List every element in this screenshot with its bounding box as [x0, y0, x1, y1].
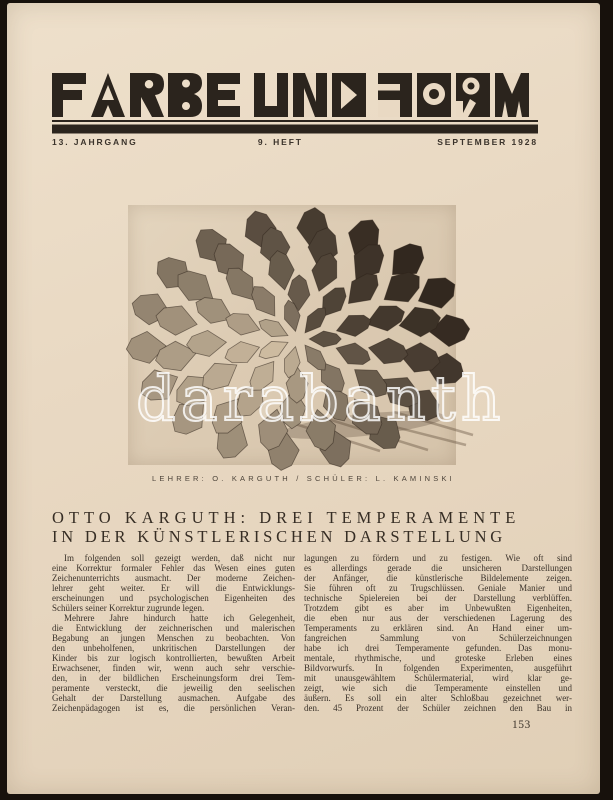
body-text-line: Schülers seiner Korrektur zugrunde legen.: [52, 603, 205, 613]
issue-number: 9. HEFT: [257, 137, 303, 147]
pinecone-illustration: [128, 205, 456, 465]
body-text-line: Gehalt der Darstellung ausmachen. Aufgabe des: [52, 693, 295, 703]
body-text-line: zeigt, wie sich die Temperamente einstellen und: [304, 683, 572, 693]
body-text-line: die eben nur aus der verschiedenen Lagerung des: [304, 613, 572, 623]
body-text-line: mit unausgewähltem Schülermaterial, wird klar ge-: [304, 673, 572, 683]
article-title-line2: IN DER KÜNSTLERISCHEN DARSTELLUNG: [52, 527, 507, 546]
body-column-right: [304, 553, 572, 713]
body-text-line: mentale, rhythmische, und groteske Erleben eines: [304, 653, 572, 663]
body-text-line: die Entwicklung der zeichnerischen und malerischen: [52, 623, 295, 633]
body-text-line: lehrer geht weiter. Er will die Entwicklungs-: [52, 583, 295, 593]
article-title: [52, 508, 578, 546]
figure-plate: [128, 205, 506, 465]
body-text-line: Bildvorwurfs. In folgenden Experimenten, ausgeführt: [304, 663, 572, 673]
body-text-line: Sie führen oft zu Trugschlüssen. Geniale Manier und: [304, 583, 572, 593]
body-text-line: Im folgenden soll gezeigt werden, daß nicht nur: [64, 553, 295, 563]
body-text-line: erscheinungen und psychologischen Eigenheiten des: [52, 593, 295, 603]
masthead-thin-rule: [52, 120, 538, 122]
body-text-line: Kinder bis zur logisch kontrollierten, bewußten Arbeit: [52, 653, 295, 663]
body-text-line: Erwachsener, finden wir, wenn auch sehr verschie-: [52, 663, 295, 673]
body-text-line: Temperaments zu erklären sind. An Hand einer um-: [304, 623, 572, 633]
masthead: [52, 73, 538, 147]
body-text-line: den unbeholfenen, unkritischen Darstellungen der: [52, 643, 295, 653]
body-text-line: den, in der bildlichen Erscheinungsform drei Tem-: [52, 673, 295, 683]
figure-caption: LEHRER: O. KARGUTH / SCHÜLER: L. KAMINSKI: [152, 474, 455, 483]
body-text-line: Trotzdem gibt es aber im Unbewußten Eigenheiten,: [304, 603, 572, 613]
watermark-text: darabanth: [136, 362, 506, 435]
body-text-line: äußern. Es soll ein alter Schloßbau gezeichnet wer-: [304, 693, 572, 703]
body-text-line: der Anfänger, die künstlerische Bildelemente zeigen.: [304, 573, 572, 583]
body-text-line: Begabung an jungen Menschen zu beobachten. Von: [52, 633, 295, 643]
masthead-bar: [52, 125, 538, 134]
body-column-left: [52, 553, 295, 713]
body-text-line: habe ich drei Temperamente gefunden. Das monu-: [304, 643, 572, 653]
article-title-line1: OTTO KARGUTH: DREI TEMPERAMENTE: [52, 508, 521, 527]
issue-volume: 13. JAHRGANG: [52, 137, 138, 147]
page-number: 153: [512, 719, 531, 731]
body-text-line: den. 45 Prozent der Schüler zeichnen den Bau in: [304, 703, 572, 713]
body-text-line: lagungen zu fördern und zu festigen. Wie oft sind: [304, 553, 572, 563]
body-text-line: technische Spielereien bei der Darstellung verblüffen.: [304, 593, 572, 603]
body-text-line: es allerdings gerade die unsicheren Darstellungen: [304, 563, 572, 573]
body-text-line: fangreichen Sammlung von Schülerzeichnungen: [304, 633, 572, 643]
issue-date: SEPTEMBER 1928: [437, 137, 538, 147]
issue-row: [52, 137, 538, 147]
body-text-line: Zeichenpädagogen ist es, die persönlichen Veran-: [52, 703, 295, 713]
body-text-line: peramente versteckt, die jeweilig den seelischen: [52, 683, 295, 693]
masthead-logo: [52, 73, 538, 135]
body-text-line: Mehrere Jahre hindurch hatte ich Gelegenheit,: [64, 613, 295, 623]
body-text-line: eine Korrektur formaler Fehler das Wesen eines guten: [52, 563, 295, 573]
magazine-page: [7, 3, 600, 794]
article-body: [52, 553, 572, 713]
body-text-line: Zeichenunterrichts ausmacht. Der moderne Zeichen-: [52, 573, 295, 583]
